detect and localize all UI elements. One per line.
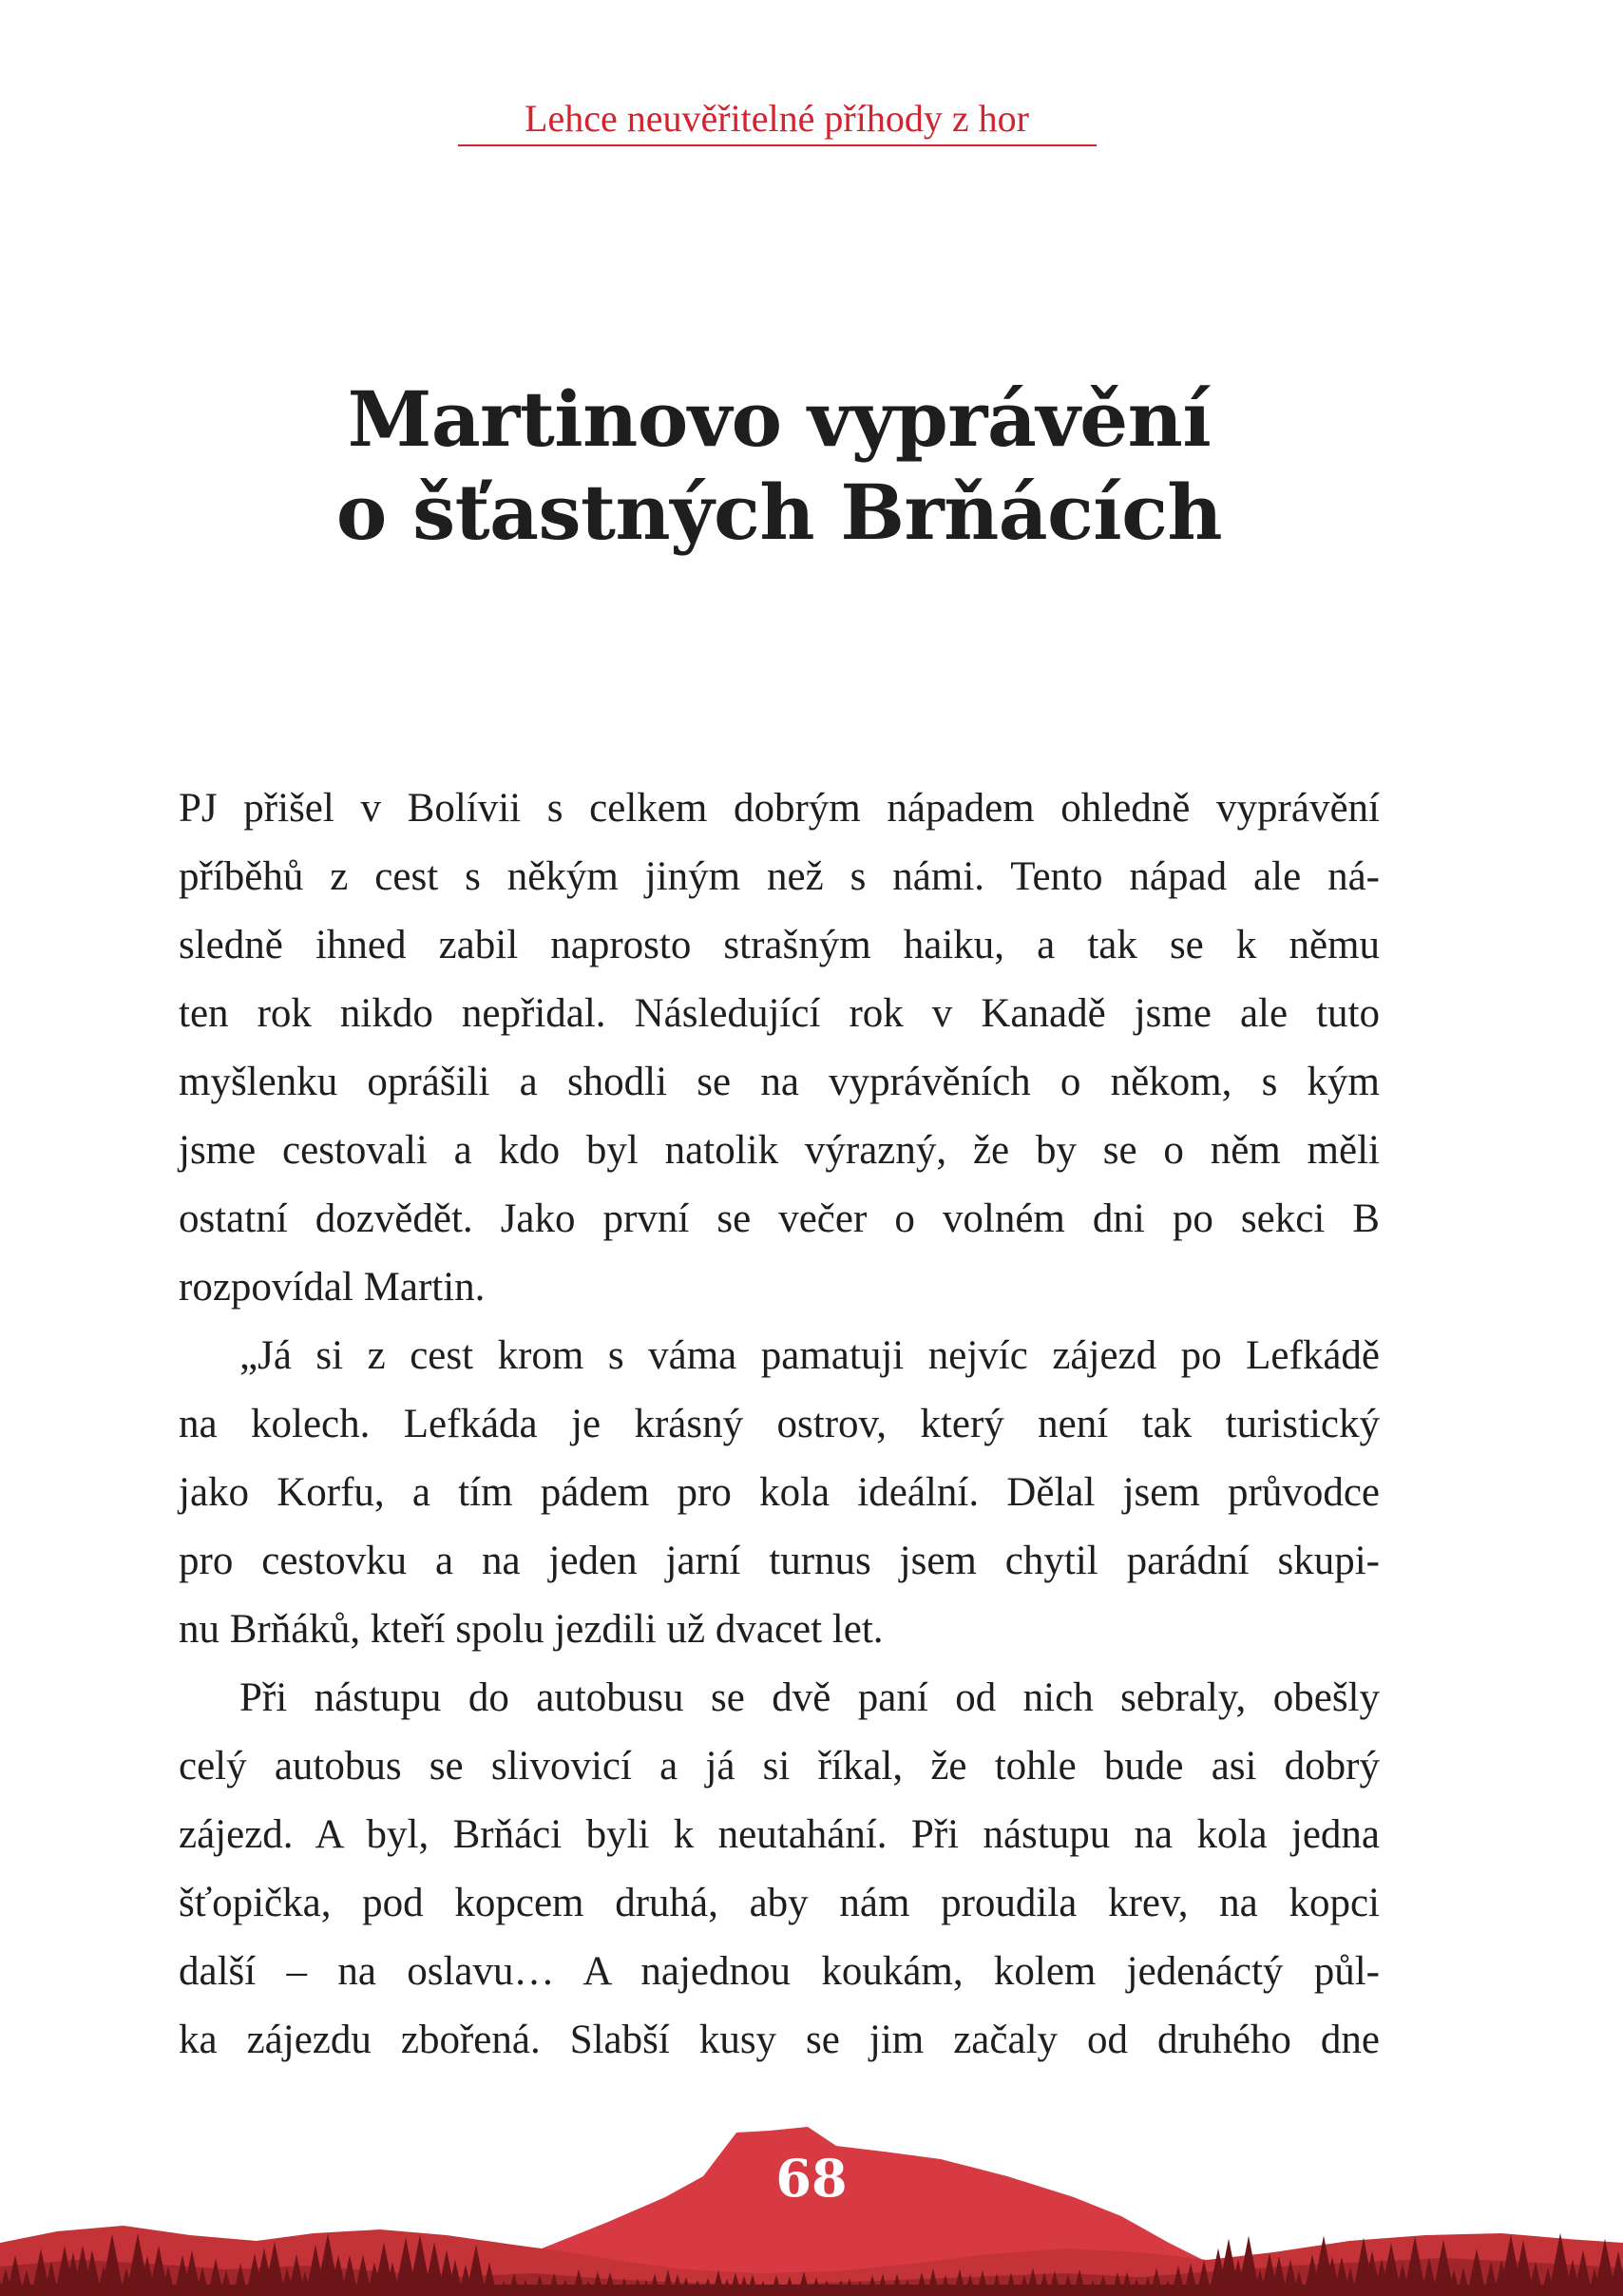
body-line: na kolech. Lefkáda je krásný ostrov, který není tak turistický bbox=[179, 1402, 1380, 1446]
body-line: ka zájezdu zbořená. Slabší kusy se jim začaly od druhého dne bbox=[179, 2018, 1380, 2062]
body-line: jsme cestovali a kdo byl natolik výrazný, že by se o něm měli bbox=[179, 1128, 1380, 1173]
body-text bbox=[179, 775, 1380, 2075]
body-line: jako Korfu, a tím pádem pro kola ideální. Dělal jsem průvodce bbox=[179, 1470, 1380, 1515]
body-line: další – na oslavu… A najednou koukám, kolem jedenáctý půl- bbox=[179, 1949, 1380, 1994]
body-line: „Já si z cest krom s váma pamatuji nejvíc zájezd po Lefkádě bbox=[239, 1333, 1380, 1378]
body-line: nu Brňáků, kteří spolu jezdili už dvacet let. bbox=[179, 1607, 884, 1652]
body-line: ostatní dozvědět. Jako první se večer o volném dni po sekci B bbox=[179, 1196, 1380, 1241]
running-header: Lehce neuvěřitelné příhody z hor bbox=[525, 97, 1029, 140]
body-line: Při nástupu do autobusu se dvě paní od nich sebraly, obešly bbox=[239, 1675, 1380, 1720]
body-line: pro cestovku a na jeden jarní turnus jsem chytil parádní skupi- bbox=[179, 1539, 1380, 1583]
body-line: PJ přišel v Bolívii s celkem dobrým nápadem ohledně vyprávění bbox=[179, 786, 1380, 831]
chapter-title bbox=[152, 373, 1406, 559]
body-line: celý autobus se slivovicí a já si říkal, že tohle bude asi dobrý bbox=[179, 1744, 1380, 1789]
body-line: ten rok nikdo nepřidal. Následující rok v Kanadě jsme ale tuto bbox=[179, 991, 1380, 1036]
header-rule bbox=[458, 144, 1097, 146]
body-line: myšlenku oprášili a shodli se na vyprávěních o někom, s kým bbox=[179, 1060, 1380, 1104]
body-line: šťopička, pod kopcem druhá, aby nám proudila krev, na kopci bbox=[179, 1881, 1380, 1925]
body-line: rozpovídal Martin. bbox=[179, 1265, 486, 1310]
chapter-title-line-2: o šťastných Brňácích bbox=[335, 468, 1223, 557]
body-line: sledně ihned zabil naprosto strašným haiku, a tak se k němu bbox=[179, 923, 1380, 967]
body-line: zájezd. A byl, Brňáci byli k neutahání. Při nástupu na kola jedna bbox=[179, 1812, 1380, 1857]
chapter-title-line-1: Martinovo vyprávění bbox=[347, 374, 1212, 464]
body-line: příběhů z cest s někým jiným než s námi. Tento nápad ale ná- bbox=[179, 854, 1380, 899]
page-number: 68 bbox=[775, 2148, 848, 2209]
